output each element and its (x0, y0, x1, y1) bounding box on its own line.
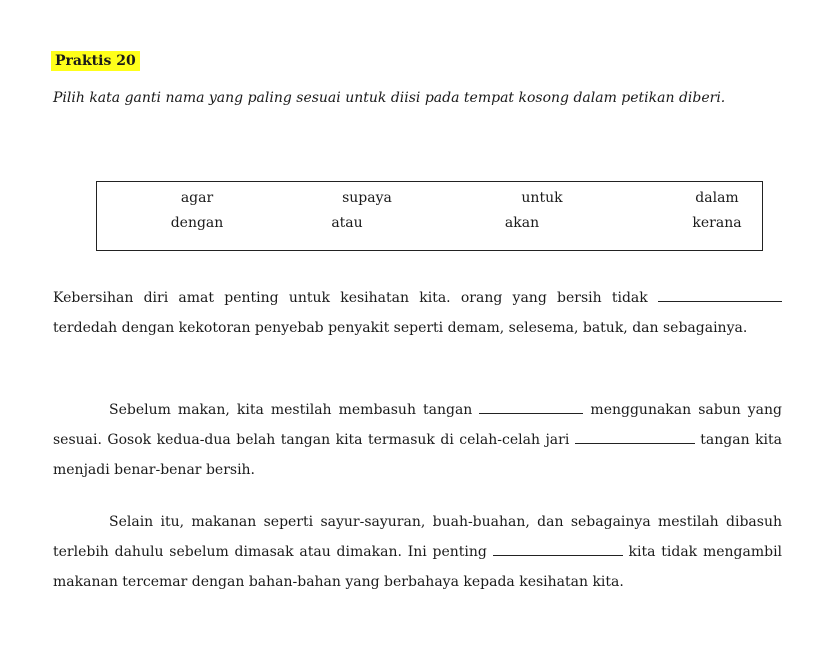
word-option: supaya (342, 190, 392, 206)
paragraph-1 (53, 283, 782, 343)
paragraph-text: Selain itu, makanan seperti sayur-sayuran, buah-buahan, dan sebagainya mestilah dibasuh terlebih dahulu sebelum dimasak atau dimakan. Ini penting (53, 514, 782, 560)
instruction-text: Pilih kata ganti nama yang paling sesuai untuk diisi pada tempat kosong dalam petikan diberi. (53, 90, 726, 106)
paragraph-text: menggunakan sabun yang sesuai. Gosok kedua-dua belah tangan kita termasuk di celah-celah jari (53, 402, 782, 448)
paragraph-2 (53, 395, 782, 485)
word-option: dengan (170, 215, 224, 231)
word-option: untuk (521, 190, 563, 206)
answer-blank-4[interactable] (493, 543, 623, 556)
answer-blank-3[interactable] (575, 431, 695, 444)
answer-blank-1[interactable] (658, 289, 782, 302)
paragraph-text: terdedah dengan kekotoran penyebab penyakit seperti demam, selesema, batuk, dan sebagainya. (53, 320, 748, 336)
paragraph-text: Kebersihan diri amat penting untuk kesihatan kita. orang yang bersih tidak (53, 290, 648, 306)
paragraph-text: Sebelum makan, kita mestilah membasuh tangan (109, 402, 473, 418)
paragraph-text: kita tidak mengambil makanan tercemar dengan bahan-bahan yang berbahaya kepada kesihatan kita. (53, 544, 783, 590)
word-option: kerana (692, 215, 742, 231)
paragraph-text: tangan kita menjadi benar-benar bersih. (53, 432, 783, 478)
word-option: atau (331, 215, 363, 231)
word-option: dalam (695, 190, 739, 206)
word-bank-box (96, 181, 763, 251)
word-option: agar (180, 190, 214, 206)
paragraph-3 (53, 507, 782, 597)
answer-blank-2[interactable] (479, 401, 583, 414)
page-title: Praktis 20 (51, 51, 140, 71)
word-option: akan (504, 215, 540, 231)
